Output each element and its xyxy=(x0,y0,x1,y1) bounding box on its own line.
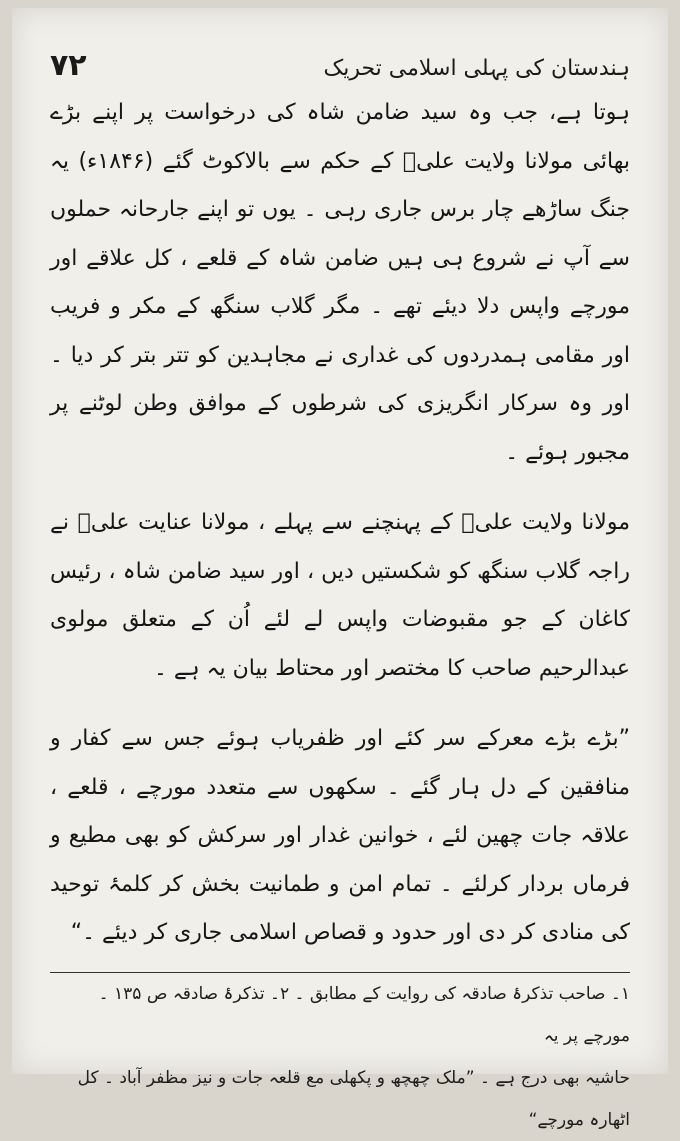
body-text xyxy=(50,89,630,958)
running-title: ہندستان کی پہلی اسلامی تحریک xyxy=(323,56,630,81)
footnote-line-2: حاشیہ بھی درج ہے ۔ ”ملک چھچھ و پکھلی مع قلعہ جات و نیز مظفر آباد ۔ کل اٹھارہ مورچے“ xyxy=(77,1067,630,1130)
paragraph-2: مولانا ولایت علیؒ کے پہنچنے سے پہلے ، مولانا عنایت علیؒ نے راجہ گلاب سنگھ کو شکستیں دیں ، اور سید ضامن شاہ ، رئیس کاغان کے جو مقبوضات واپس لے لئے اُن کے متعلق مولوی عبدالرحیم صاحب کا مختصر اور محتاط بیان یہ ہے ۔ xyxy=(50,510,630,681)
page-header xyxy=(50,48,630,83)
paragraph-1: ہوتا ہے، جب وہ سید ضامن شاہ کی درخواست پر اپنے بڑے بھائی مولانا ولایت علیؒ کے حکم سے بالاکوٹ گئے (۱۸۴۶ء) یہ جنگ ساڑھے چار برس جاری رہی ۔ یوں تو اپنے جارحانہ حملوں سے آپ نے شروع ہی ہیں ضامن شاہ کے قلعے ، کل علاقے اور مورچے واپس دلا دیئے تھے ۔ مگر گلاب سنگھ کے مکر و فریب اور مقامی ہمدردوں کی غداری نے مجاہدین کو تتر بتر کر دیا ۔ اور وہ سرکار انگریزی کی شرطوں کے موافق وطن لوٹنے پر مجبور ہوئے ۔ xyxy=(50,100,630,465)
footnote-line-1: ۱۔ صاحب تذکرۂ صادقہ کی روایت کے مطابق ۔ ۲۔ تذکرۂ صادقہ ص ۱۳۵ ۔ مورچے پر یہ xyxy=(98,983,630,1046)
page-number: ۷۲ xyxy=(50,48,87,83)
footnotes xyxy=(50,973,630,1141)
quotation-paragraph: ”بڑے بڑے معرکے سر کئے اور ظفریاب ہوئے جس سے کفار و منافقین کے دل ہار گئے ۔ سکھوں سے متعدد مورچے ، قلعے ، علاقہ جات چھین لئے ، خوانین غدار اور سرکش کو بھی مطیع و فرماں بردار کرلئے ۔ تمام امن و طمانیت بخش کر کلمۂ توحید کی منادی کر دی اور حدود و قصاص اسلامی جاری کر دیئے ۔“ xyxy=(50,726,630,945)
book-page xyxy=(12,8,668,1130)
